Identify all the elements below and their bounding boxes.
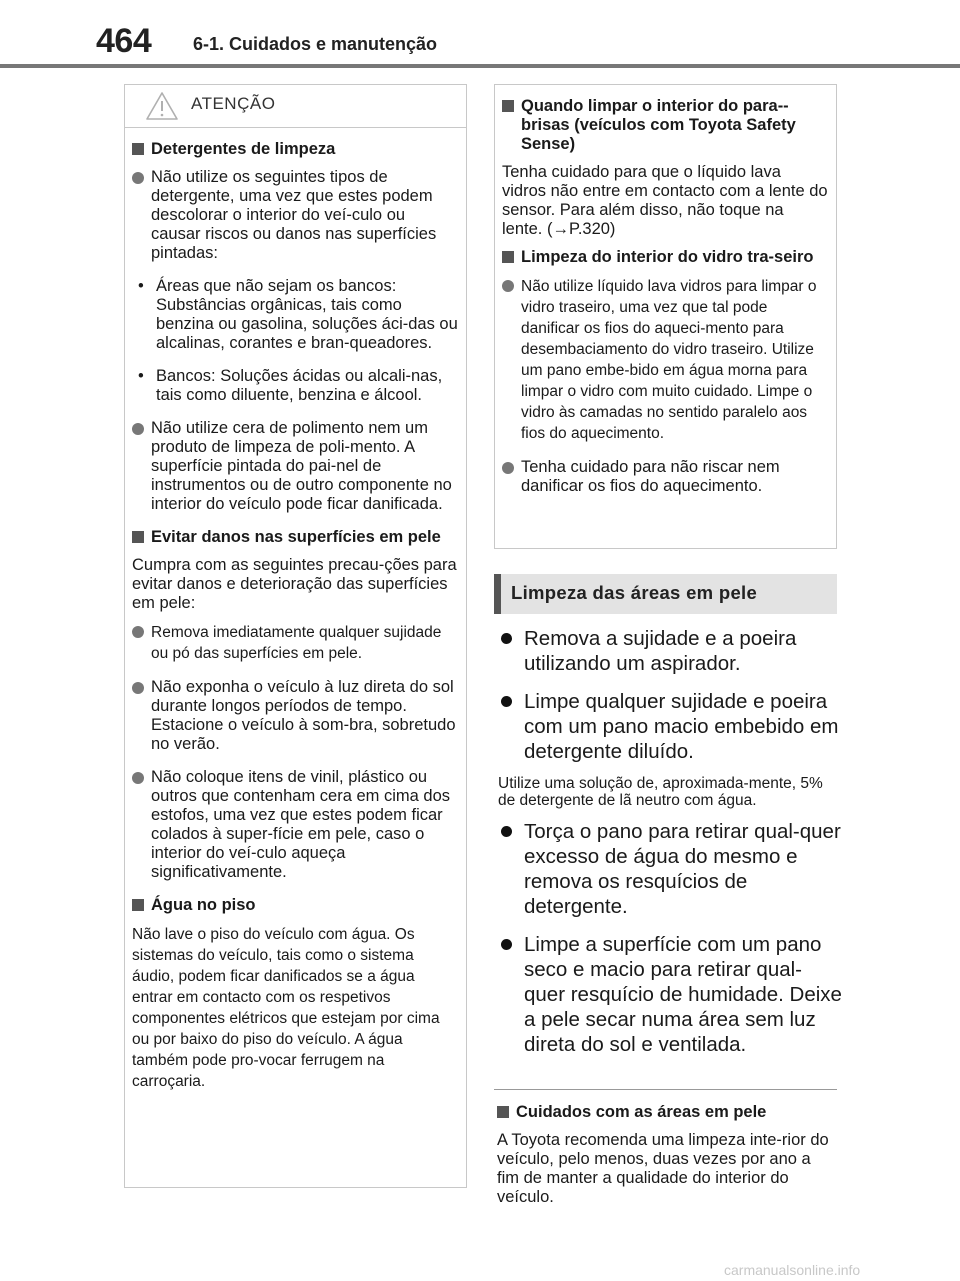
heading-leather-damage: Evitar danos nas superfícies em pele <box>132 528 458 547</box>
bullet-item: Não utilize cera de polimento nem um produto de limpeza de poli-mento. A superfície pintada do pai-nel de instrumentos ou de outro componente no interior do veículo pode ficar danificada. <box>132 419 458 514</box>
square-bullet-icon <box>132 899 144 911</box>
sub-item: • Áreas que não sejam os bancos: Substâncias orgânicas, tais como benzina ou gasolina, soluções áci-das ou alcalinas, corantes e bran-queadores. <box>138 277 458 352</box>
step-bullet-icon <box>501 633 512 644</box>
page-number: 464 <box>96 22 152 60</box>
heading-floor-water: Água no piso <box>132 896 458 915</box>
round-bullet-icon <box>502 280 514 292</box>
heading-care: Cuidados com as áreas em pele <box>497 1103 837 1122</box>
sub-item: • Bancos: Soluções ácidas ou alcali-nas, tais como diluente, benzina e álcool. <box>138 367 443 404</box>
section-rule <box>494 1089 837 1090</box>
square-bullet-icon <box>132 531 144 543</box>
warning-triangle-icon <box>145 91 179 121</box>
bullet-item: Não coloque itens de vinil, plástico ou outros que contenham cera em cima dos estofos, uma vez que estes podem ficar colados à super-fície em pele, caso o interior do veí-culo aqueça significativamente. <box>132 768 458 882</box>
watermark: carmanualsonline.info <box>724 1262 861 1278</box>
square-bullet-icon <box>132 143 144 155</box>
bullet-item: Remova imediatamente qualquer sujidade ou pó das superfícies em pele. <box>132 622 458 664</box>
page-header <box>0 0 960 70</box>
heading-detergents: Detergentes de limpeza <box>132 140 458 159</box>
round-bullet-icon <box>132 172 144 184</box>
heading-bar <box>494 574 501 614</box>
round-bullet-icon <box>132 626 144 638</box>
step-item: Limpe qualquer sujidade e poeira com um pano macio embebido em detergente diluído. <box>498 689 843 764</box>
paragraph: Não lave o piso do veículo com água. Os sistemas do veículo, tais como o sistema áudio, podem ficar danificados se a água entrar em contacto com os respetivos componentes elétricos que estejam por cima ou por baixo do piso do veículo. A água também pode pro-vocar ferrugem na carroçaria. <box>132 926 440 1090</box>
step-bullet-icon <box>501 696 512 707</box>
header-rule <box>0 64 960 68</box>
warning-box <box>124 84 467 1188</box>
paragraph: A Toyota recomenda uma limpeza inte-rior do veículo, pelo menos, duas vezes por ano a fim de manter a qualidade do interior do veículo. <box>497 1131 829 1206</box>
care-section <box>497 1099 837 1216</box>
round-bullet-icon <box>132 772 144 784</box>
step-item: Remova a sujidade e a poeira utilizando um aspirador. <box>498 626 843 676</box>
step-bullet-icon <box>501 826 512 837</box>
warning-content <box>125 128 466 1092</box>
square-bullet-icon <box>502 251 514 263</box>
square-bullet-icon <box>502 100 514 112</box>
warning-header <box>125 85 466 128</box>
leather-section-heading: Limpeza das áreas em pele <box>494 574 837 614</box>
bullet-item: Não utilize os seguintes tipos de detergente, uma vez que estes podem descolorar o interior do veí-culo ou causar riscos ou danos nas superfícies pintadas: <box>132 168 458 263</box>
round-bullet-icon <box>502 462 514 474</box>
warning-content-continued <box>495 85 836 496</box>
step-item: Limpe a superfície com um pano seco e macio para retirar qual-quer resquício de humidade. Deixe a pele secar numa área sem luz direta do sol e ventilada. <box>498 932 843 1057</box>
square-bullet-icon <box>497 1106 509 1118</box>
bullet-item: Tenha cuidado para não riscar nem danificar os fios do aquecimento. <box>502 458 828 496</box>
round-bullet-icon <box>132 682 144 694</box>
paragraph: Cumpra com as seguintes precau-ções para evitar danos e deterioração das superfícies em pele: <box>132 556 457 612</box>
warning-box-continued <box>494 84 837 549</box>
bullet-item: Não utilize líquido lava vidros para limpar o vidro traseiro, uma vez que tal pode danificar os fios do aqueci-mento para desembaciamento do vidro traseiro. Utilize um pano embe-bido em água morna para limpar o vidro com muito cuidado. Limpe o vidro às camadas no sentido paralelo aos fios do aquecimento. <box>502 276 828 444</box>
step-note: Utilize uma solução de, aproximada-mente, 5% de detergente de lã neutro com água. <box>498 775 823 809</box>
bullet-item: Não exponha o veículo à luz direta do sol durante longos períodos de tempo. Estacione o veículo à som-bra, sobretudo no verão. <box>132 678 458 754</box>
warning-label: ATENÇÃO <box>191 94 276 113</box>
section-title: 6-1. Cuidados e manutenção <box>193 34 438 54</box>
paragraph: Tenha cuidado para que o líquido lava vidros não entre em contacto com a lente do sensor. Para além disso, não toque na lente. (→P.320) <box>502 163 828 238</box>
round-bullet-icon <box>132 423 144 435</box>
heading-windshield: Quando limpar o interior do para--brisas (veículos com Toyota Safety Sense) <box>502 97 828 154</box>
heading-rear-window: Limpeza do interior do vidro tra-seiro <box>502 248 828 267</box>
leather-steps <box>498 626 843 1070</box>
step-bullet-icon <box>501 939 512 950</box>
step-item: Torça o pano para retirar qual-quer excesso de água do mesmo e remova os resquícios de detergente. <box>498 819 843 919</box>
